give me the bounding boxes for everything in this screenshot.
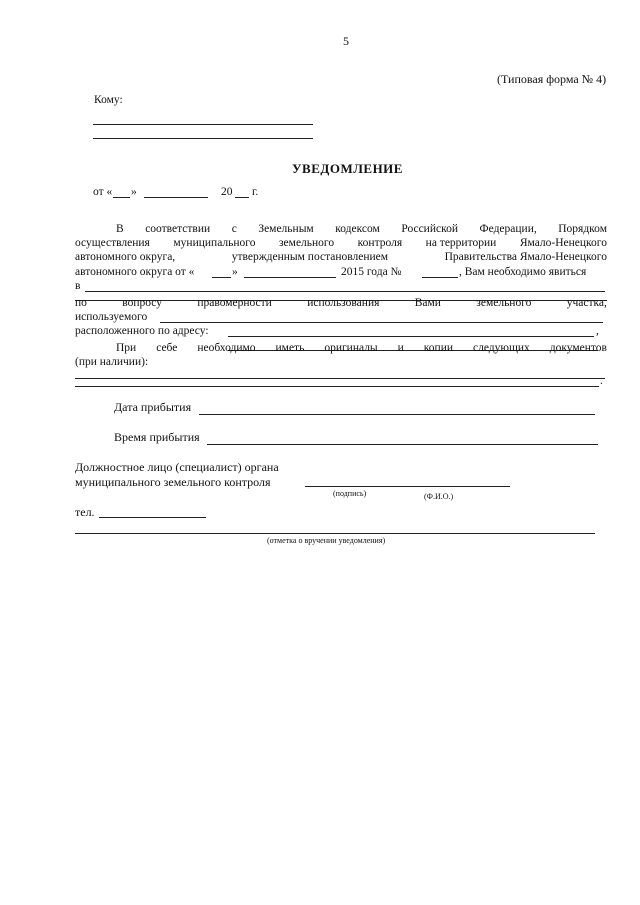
word: Порядком xyxy=(558,223,607,235)
word: кодексом xyxy=(335,223,380,235)
recipient-line-2 xyxy=(93,138,313,139)
para2-line3-start: расположенного по адресу: xyxy=(75,325,209,337)
word: участка, xyxy=(566,297,607,309)
word: При xyxy=(116,342,137,354)
word: необходимо xyxy=(197,342,256,354)
word: Российской xyxy=(401,223,459,235)
word: автономного округа, xyxy=(75,251,176,263)
documents-end-dot: . xyxy=(600,375,603,387)
para2-line1 xyxy=(75,297,607,309)
para1-line4-year: 2015 года № xyxy=(341,266,402,278)
word: с xyxy=(231,223,237,235)
arrival-date-blank xyxy=(199,414,595,415)
word: на территории xyxy=(425,237,497,249)
word: Вами xyxy=(414,297,441,309)
signature-blank xyxy=(305,486,510,487)
word: земельного xyxy=(279,237,335,249)
para1-line4-end: , Вам необходимо явиться xyxy=(459,266,587,278)
recipient-line-1 xyxy=(93,124,313,125)
date-year-prefix: 20 xyxy=(221,186,233,198)
word: утвержденным постановлением xyxy=(231,251,389,263)
word: использования xyxy=(307,297,380,309)
form-label: (Типовая форма № 4) xyxy=(497,72,607,86)
word: вопросу xyxy=(122,297,162,309)
para1-line1 xyxy=(116,223,607,235)
para2-line2-start: используемого xyxy=(75,311,148,323)
word: копии xyxy=(423,342,454,354)
para2-line3-end: , xyxy=(596,325,599,337)
place-blank xyxy=(85,291,605,292)
word: В xyxy=(116,223,124,235)
para3-line1 xyxy=(116,342,607,354)
word: и xyxy=(397,342,404,354)
arrival-date-label: Дата прибытия xyxy=(114,400,192,414)
decree-date-blank xyxy=(212,277,231,278)
decree-number-blank xyxy=(422,277,458,278)
word: муниципального xyxy=(173,237,256,249)
para1-line2 xyxy=(75,237,607,249)
date-day-blank xyxy=(113,197,130,198)
date-close-quote: » xyxy=(131,186,137,198)
para1-line5-start: в xyxy=(75,280,81,292)
date-from-label: от « xyxy=(93,186,113,198)
word: Земельным xyxy=(258,223,314,235)
official-line-1: Должностное лицо (специалист) органа xyxy=(75,460,279,474)
word: Правительства Ямало-Ненецкого xyxy=(444,251,607,263)
word: иметь xyxy=(275,342,305,354)
to-label: Кому: xyxy=(94,94,123,106)
page-number: 5 xyxy=(343,34,349,48)
document-title: УВЕДОМЛЕНИЕ xyxy=(292,161,403,176)
phone-blank xyxy=(99,517,206,518)
word: себе xyxy=(156,342,178,354)
phone-label: тел. xyxy=(75,505,95,519)
official-line-2: муниципального земельного контроля xyxy=(75,475,271,489)
word: следующих xyxy=(473,342,530,354)
word: Ямало-Ненецкого xyxy=(519,237,607,249)
used-by-blank xyxy=(160,322,603,323)
delivery-mark-blank xyxy=(75,533,595,534)
para1-line4-close: » xyxy=(232,266,238,278)
para1-line4-start: автономного округа от « xyxy=(75,266,195,278)
para1-line3 xyxy=(75,251,607,263)
word: осуществления xyxy=(75,237,150,249)
arrival-time-blank xyxy=(207,444,598,445)
para3-line2: (при наличии): xyxy=(75,356,149,368)
word: правомерности xyxy=(197,297,272,309)
word: по xyxy=(75,297,87,309)
date-year-suffix: г. xyxy=(252,186,259,198)
word: документов xyxy=(549,342,607,354)
signature-caption: (подпись) xyxy=(333,489,367,498)
word: контроля xyxy=(357,237,403,249)
documents-blank-1 xyxy=(75,378,605,379)
date-year-blank xyxy=(235,197,249,198)
decree-month-blank xyxy=(244,277,336,278)
address-blank xyxy=(228,336,594,337)
word: оригиналы xyxy=(324,342,378,354)
word: Федерации, xyxy=(479,223,537,235)
date-month-blank xyxy=(144,197,208,198)
fio-caption: (Ф.И.О.) xyxy=(424,492,454,501)
delivery-caption: (отметка о вручении уведомления) xyxy=(267,536,386,545)
documents-blank-2 xyxy=(75,386,599,387)
word: земельного xyxy=(476,297,532,309)
arrival-time-label: Время прибытия xyxy=(114,430,200,444)
word: соответствии xyxy=(145,223,211,235)
